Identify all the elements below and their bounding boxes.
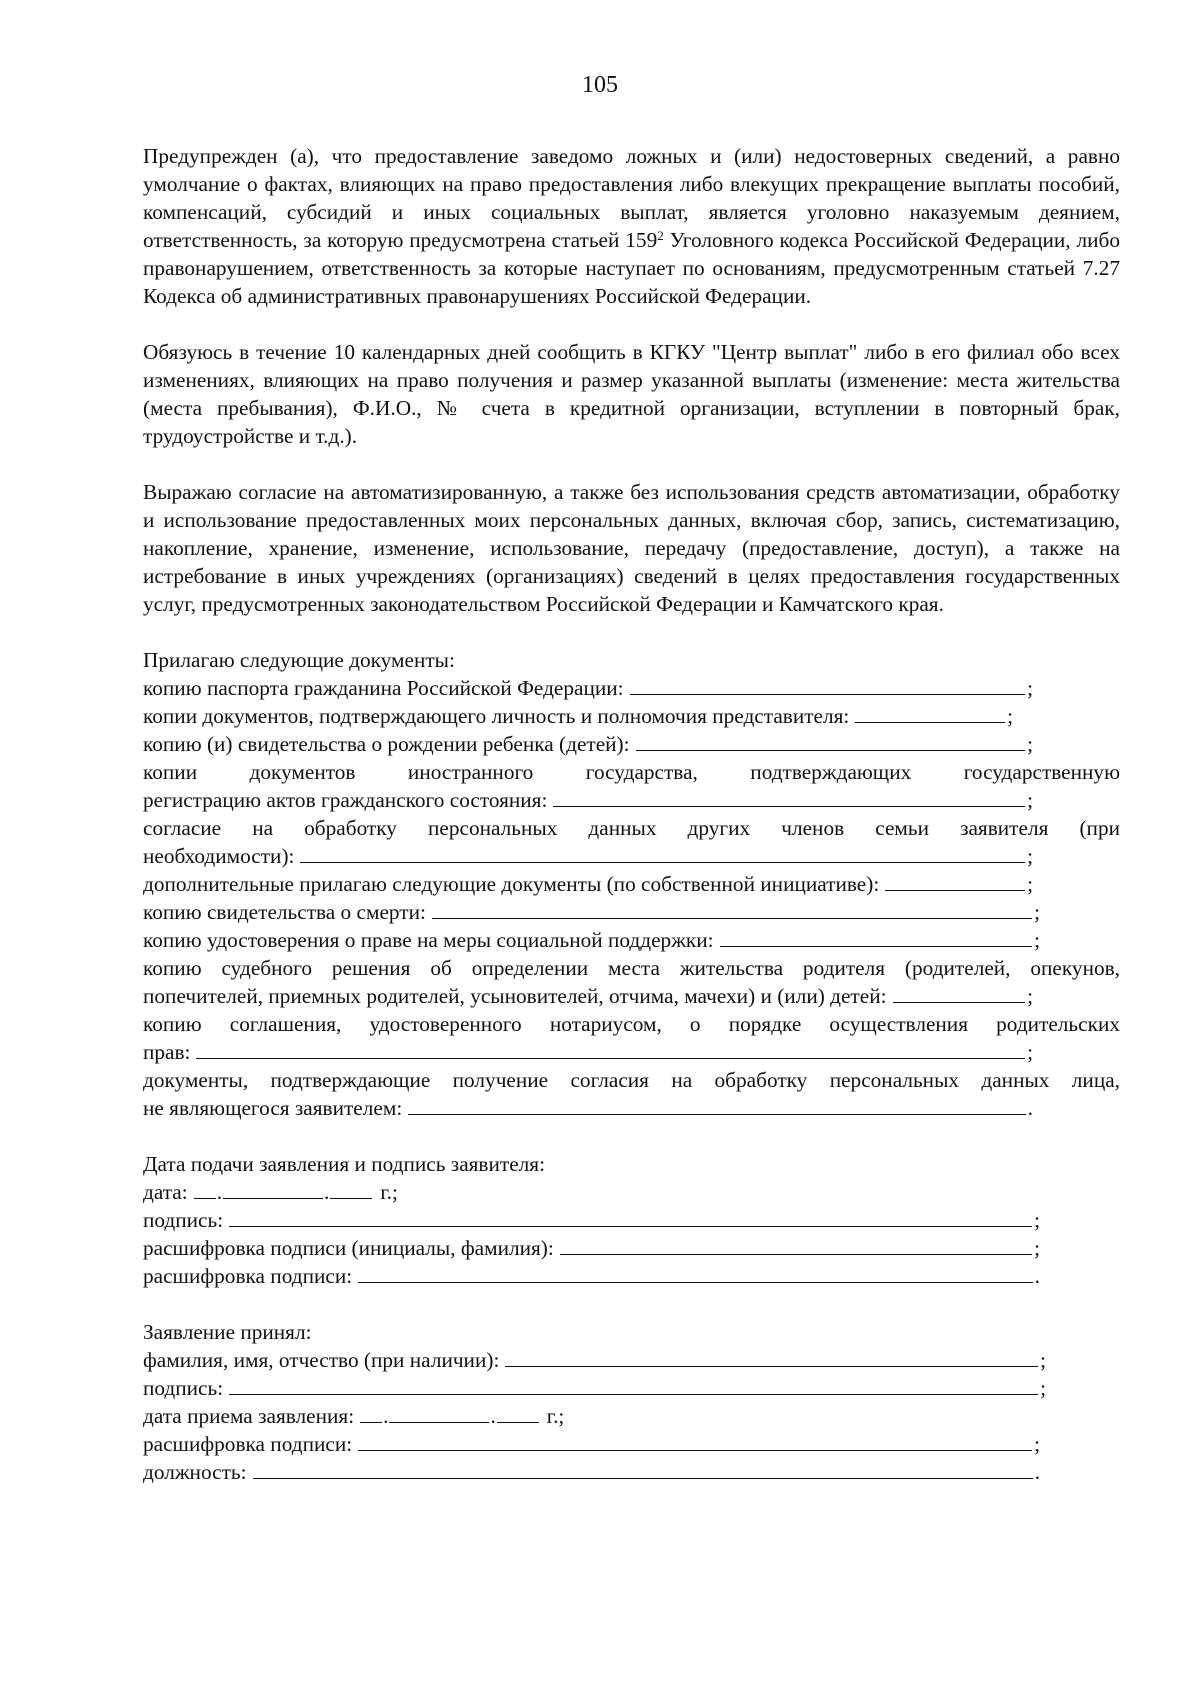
accepted-full-name-line	[143, 1346, 1046, 1374]
accepted-date-line	[143, 1402, 1120, 1430]
birth-certificate-label: копию (и) свидетельства о рождении ребенка (детей):	[143, 732, 630, 756]
representative-line	[143, 702, 1013, 730]
applicant-signature-decoding-line	[143, 1262, 1040, 1290]
court-decision-label: попечителей, приемных родителей, усыновителей, отчима, мачехи) и (или) детей:	[143, 984, 887, 1008]
warning-paragraph	[143, 142, 1120, 310]
applicant-section-title: Дата подачи заявления и подпись заявителя:	[143, 1152, 545, 1176]
foreign-documents-text: копии документов иностранного государства, подтверждающих государственную	[143, 760, 1120, 784]
applicant-signature-decoding-label: расшифровка подписи:	[143, 1264, 353, 1288]
accepted-signature-decoding-end: ;	[1034, 1432, 1040, 1456]
support-certificate-label: копию удостоверения о праве на меры социальной поддержки:	[143, 928, 714, 952]
court-decision-text: копию судебного решения об определении места жительства родителя (родителей, опекунов,	[143, 956, 1120, 980]
applicant-date-day-field[interactable]	[194, 1178, 216, 1199]
applicant-signature-end: ;	[1034, 1208, 1040, 1232]
accepted-signature-decoding-field[interactable]	[358, 1430, 1032, 1451]
family-consent-text: согласие на обработку персональных данных других членов семьи заявителя (при	[143, 816, 1120, 840]
applicant-signature-section	[143, 1150, 1120, 1290]
accepted-signature-field[interactable]	[229, 1374, 1038, 1395]
warning-text-b: Уголовного кодекса Российской Федерации, либо правонарушением, ответственность за которые наступает по основаниям, предусмотренным статьей 7.27 Кодекса об административных правонарушениях Российской Федерации.	[143, 228, 1120, 308]
attached-documents-section	[143, 646, 1120, 1122]
birth-certificate-end: ;	[1027, 732, 1033, 756]
accepted-date-month-field[interactable]	[389, 1402, 489, 1423]
notary-agreement-line	[143, 1038, 1033, 1066]
notary-agreement-end: ;	[1027, 1040, 1033, 1064]
article-superscript: 2	[657, 228, 664, 243]
additional-documents-label: дополнительные прилагаю следующие документы (по собственной инициативе):	[143, 872, 880, 896]
warning-text-a: Предупрежден (а), что предоставление заведомо ложных и (или) недостоверных сведений, а равно умолчание о фактах, влияющих на право предоставления либо влекущих прекращение выплаты пособий, компенсаций, субсидий и иных социальных выплат, является уголовно наказуемым деянием, ответственность, за которую предусмотрена статьей 159	[143, 144, 1120, 252]
applicant-signature-decoding-full-label: расшифровка подписи (инициалы, фамилия):	[143, 1236, 554, 1260]
consent-paragraph: Выражаю согласие на автоматизированную, а также без использования средств автоматизации, обработку и использование предоставленных моих персональных данных, включая сбор, запись, систематизацию, накопление, хранение, изменение, использование, передачу (предоставление, доступ), а также на истребование в иных учреждениях (организациях) сведений в целях предоставления государственных услуг, предусмотренных законодательством Российской Федерации и Камчатского края.	[143, 480, 1120, 616]
support-certificate-end: ;	[1034, 928, 1040, 952]
additional-documents-line	[143, 870, 1033, 898]
accepted-position-label: должность:	[143, 1460, 247, 1484]
third-party-consent-label: не являющегося заявителем:	[143, 1096, 403, 1120]
foreign-documents-end: ;	[1027, 788, 1033, 812]
foreign-documents-field[interactable]	[553, 786, 1025, 807]
accepted-signature-decoding-label: расшифровка подписи:	[143, 1432, 353, 1456]
accepted-by-section	[143, 1318, 1120, 1486]
page-number: 105	[582, 72, 618, 98]
applicant-date-separator: .	[216, 1180, 223, 1204]
death-certificate-end: ;	[1034, 900, 1040, 924]
accepted-date-separator: .	[383, 1404, 389, 1428]
passport-end: ;	[1027, 676, 1033, 700]
applicant-signature-decoding-end: .	[1034, 1264, 1040, 1288]
court-decision-end: ;	[1027, 984, 1033, 1008]
accepted-date-label: дата приема заявления:	[143, 1404, 355, 1428]
birth-certificate-field[interactable]	[636, 730, 1026, 751]
accepted-position-field[interactable]	[253, 1458, 1033, 1479]
family-consent-field[interactable]	[300, 842, 1025, 863]
applicant-signature-label: подпись:	[143, 1208, 224, 1232]
accepted-full-name-field[interactable]	[505, 1346, 1038, 1367]
third-party-consent-text: документы, подтверждающие получение согласия на обработку персональных данных лица,	[143, 1068, 1120, 1092]
death-certificate-label: копию свидетельства о смерти:	[143, 900, 426, 924]
accepted-date-year-field[interactable]	[497, 1402, 539, 1423]
notary-agreement-text: копию соглашения, удостоверенного нотариусом, о порядке осуществления родительских	[143, 1012, 1120, 1036]
accepted-date-suffix: г.;	[546, 1404, 565, 1428]
accepted-position-end: .	[1034, 1460, 1040, 1484]
death-certificate-line	[143, 898, 1040, 926]
accepted-full-name-end: ;	[1040, 1348, 1046, 1372]
representative-field[interactable]	[855, 702, 1005, 723]
applicant-signature-decoding-full-end: ;	[1034, 1236, 1040, 1260]
accepted-position-line	[143, 1458, 1040, 1486]
accepted-date-day-field[interactable]	[360, 1402, 382, 1423]
support-certificate-field[interactable]	[720, 926, 1033, 947]
applicant-date-label: дата:	[143, 1180, 188, 1204]
support-certificate-line	[143, 926, 1040, 954]
foreign-documents-label: регистрацию актов гражданского состояния:	[143, 788, 548, 812]
accepted-date-separator: .	[490, 1404, 496, 1428]
family-consent-end: ;	[1027, 844, 1033, 868]
applicant-signature-decoding-field[interactable]	[358, 1262, 1033, 1283]
applicant-signature-field[interactable]	[229, 1206, 1032, 1227]
notary-agreement-field[interactable]	[196, 1038, 1025, 1059]
foreign-documents-line	[143, 786, 1033, 814]
birth-certificate-line	[143, 730, 1033, 758]
passport-field[interactable]	[630, 674, 1025, 695]
accepted-full-name-label: фамилия, имя, отчество (при наличии):	[143, 1348, 500, 1372]
notary-agreement-label: прав:	[143, 1040, 191, 1064]
representative-label: копии документов, подтверждающего личность и полномочия представителя:	[143, 704, 850, 728]
obligation-paragraph: Обязуюсь в течение 10 календарных дней сообщить в КГКУ "Центр выплат" либо в его филиал обо всех изменениях, влияющих на право получения и размер указанной выплаты (изменение: места жительства (места пребывания), Ф.И.О., № счета в кредитной организации, вступлении в повторный брак, трудоустройстве и т.д.).	[143, 340, 1120, 448]
accepted-section-title: Заявление принял:	[143, 1320, 312, 1344]
court-decision-line	[143, 982, 1033, 1010]
accepted-signature-end: ;	[1040, 1376, 1046, 1400]
applicant-signature-decoding-full-field[interactable]	[560, 1234, 1032, 1255]
applicant-signature-line	[143, 1206, 1040, 1234]
third-party-consent-line	[143, 1094, 1033, 1122]
applicant-date-separator: .	[324, 1180, 330, 1204]
applicant-date-suffix: г.;	[380, 1180, 398, 1204]
applicant-date-month-field[interactable]	[223, 1178, 323, 1199]
passport-line	[143, 674, 1033, 702]
applicant-signature-decoding-full-line	[143, 1234, 1040, 1262]
third-party-consent-field[interactable]	[408, 1094, 1025, 1115]
family-consent-label: необходимости):	[143, 844, 295, 868]
applicant-date-line	[143, 1178, 1120, 1206]
attached-documents-title: Прилагаю следующие документы:	[143, 648, 455, 672]
passport-label: копию паспорта гражданина Российской Федерации:	[143, 676, 624, 700]
representative-end: ;	[1007, 704, 1013, 728]
additional-documents-end: ;	[1027, 872, 1033, 896]
accepted-signature-label: подпись:	[143, 1376, 224, 1400]
family-consent-line	[143, 842, 1033, 870]
applicant-date-year-field[interactable]	[330, 1178, 372, 1199]
additional-documents-field[interactable]	[885, 870, 1025, 891]
court-decision-field[interactable]	[893, 982, 1026, 1003]
accepted-signature-line	[143, 1374, 1046, 1402]
document-body	[143, 142, 1120, 1514]
accepted-signature-decoding-line	[143, 1430, 1040, 1458]
death-certificate-field[interactable]	[432, 898, 1032, 919]
third-party-consent-end: .	[1027, 1096, 1033, 1120]
